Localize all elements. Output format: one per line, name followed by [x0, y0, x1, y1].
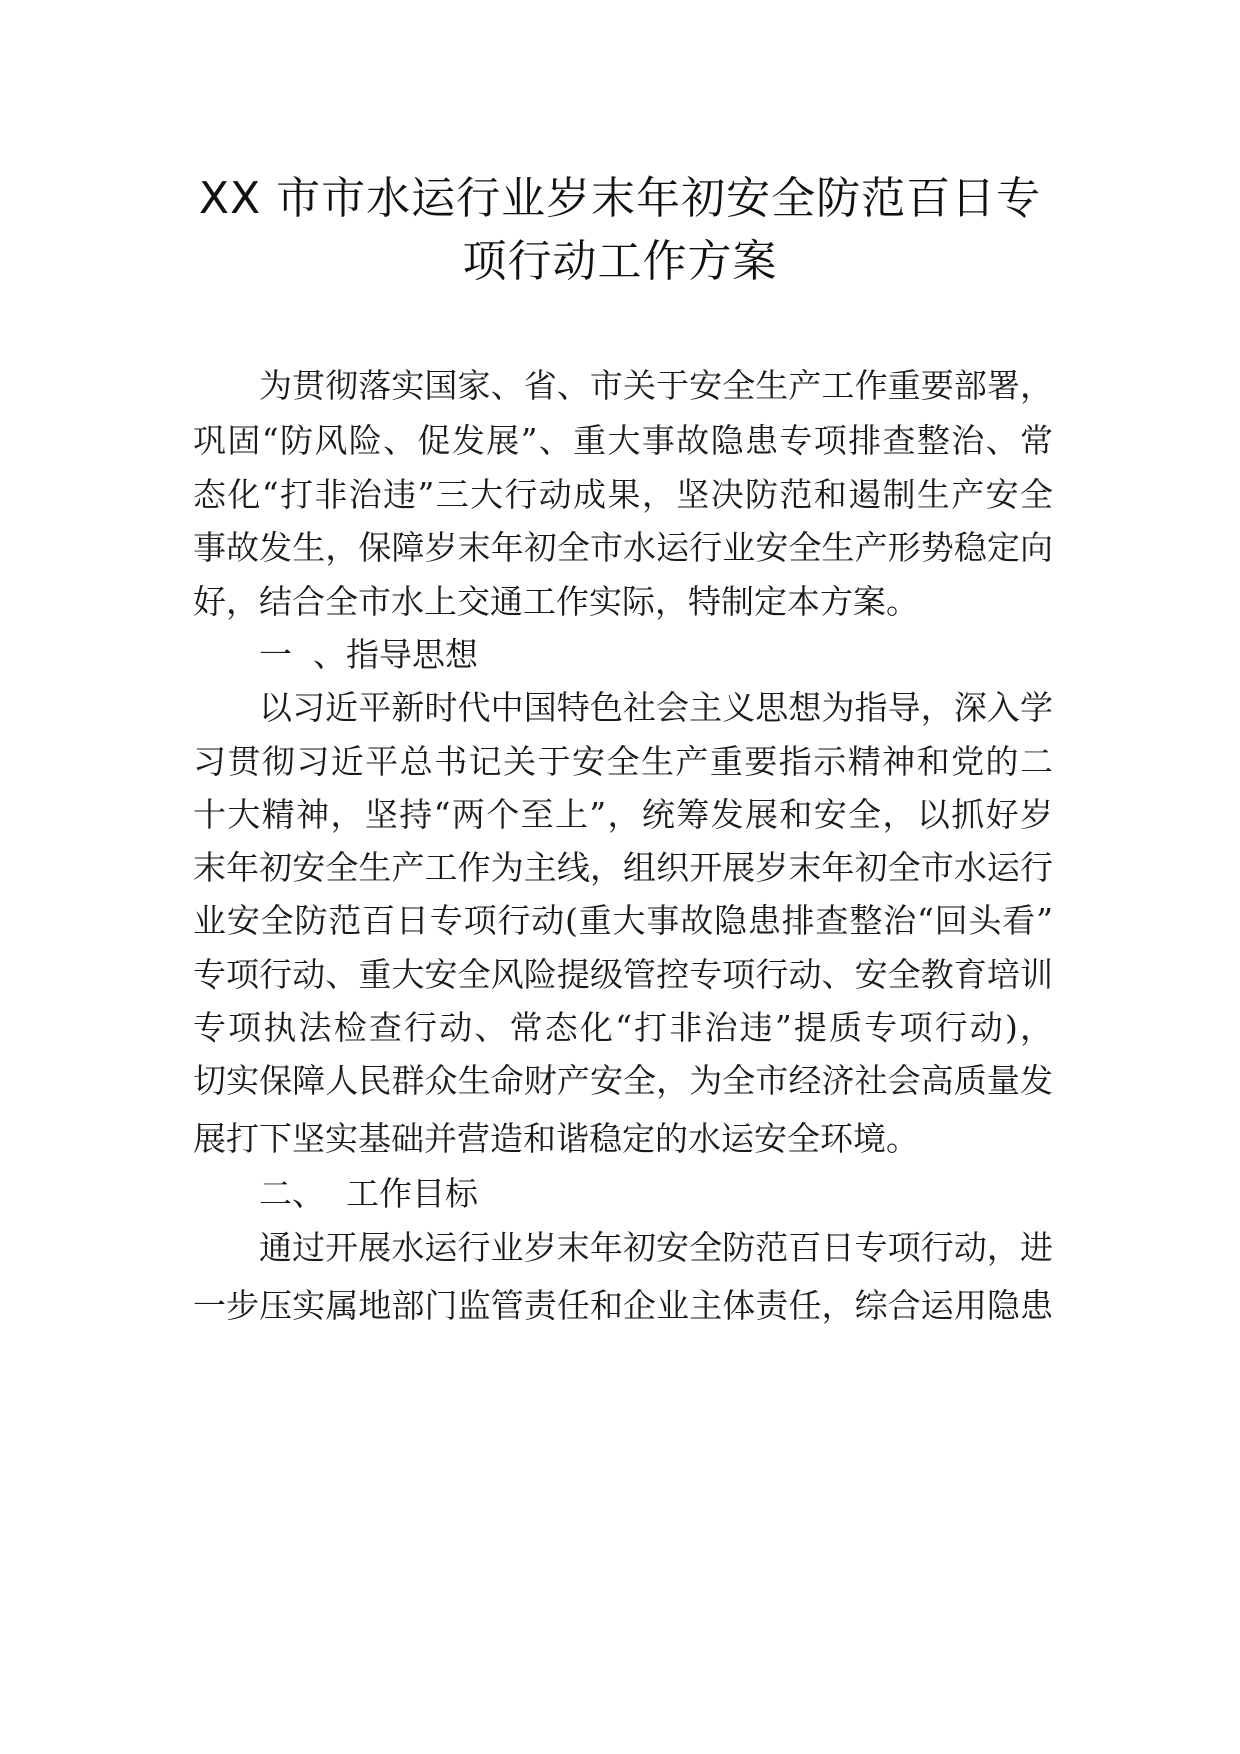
intro-paragraph-line-3: 态化“打非治违”三大行动成果，坚决防范和遏制生产安全 [193, 475, 1053, 514]
intro-paragraph-line-2: 巩固“防风险、促发展”、重大事故隐患专项排查整治、常 [193, 421, 1053, 460]
document-title-line-2: 项行动工作方案 [462, 236, 778, 287]
intro-paragraph-line-4: 事故发生，保障岁末年初全市水运行业安全生产形势稳定向 [193, 528, 1053, 567]
section-1-line-3: 十大精神，坚持“两个至上”，统筹发展和安全，以抓好岁 [193, 795, 1053, 834]
document-title-line-1: XX 市市水运行业岁末年初安全防范百日专 [198, 173, 1042, 224]
intro-paragraph-line-5: 好，结合全市水上交通工作实际，特制定本方案。 [193, 582, 919, 621]
section-2-line-1: 通过开展水运行业岁末年初安全防范百日专项行动，进 [259, 1228, 1053, 1267]
section-1-line-7: 专项执法检查行动、常态化“打非治违”提质专项行动)， [193, 1008, 1053, 1047]
section-1-line-5: 业安全防范百日专项行动(重大事故隐患排查整治“回头看” [193, 901, 1053, 940]
section-1-line-1: 以习近平新时代中国特色社会主义思想为指导，深入学 [259, 688, 1053, 727]
intro-paragraph-line-1: 为贯彻落实国家、省、市关于安全生产工作重要部署， [259, 366, 1053, 405]
section-1-line-2: 习贯彻习近平总书记关于安全生产重要指示精神和党的二 [193, 742, 1053, 781]
section-2-heading: 二、 工作目标 [259, 1174, 478, 1213]
section-1-line-4: 末年初安全生产工作为主线，组织开展岁末年初全市水运行 [193, 848, 1053, 887]
section-1-line-9: 展打下坚实基础并营造和谐稳定的水运安全环境。 [193, 1119, 919, 1158]
section-1-heading: 一 、指导思想 [259, 635, 478, 674]
section-2-line-2: 一步压实属地部门监管责任和企业主体责任，综合运用隐患 [193, 1286, 1053, 1325]
section-1-line-6: 专项行动、重大安全风险提级管控专项行动、安全教育培训 [193, 955, 1053, 994]
section-1-line-8: 切实保障人民群众生命财产安全，为全市经济社会高质量发 [193, 1061, 1053, 1100]
